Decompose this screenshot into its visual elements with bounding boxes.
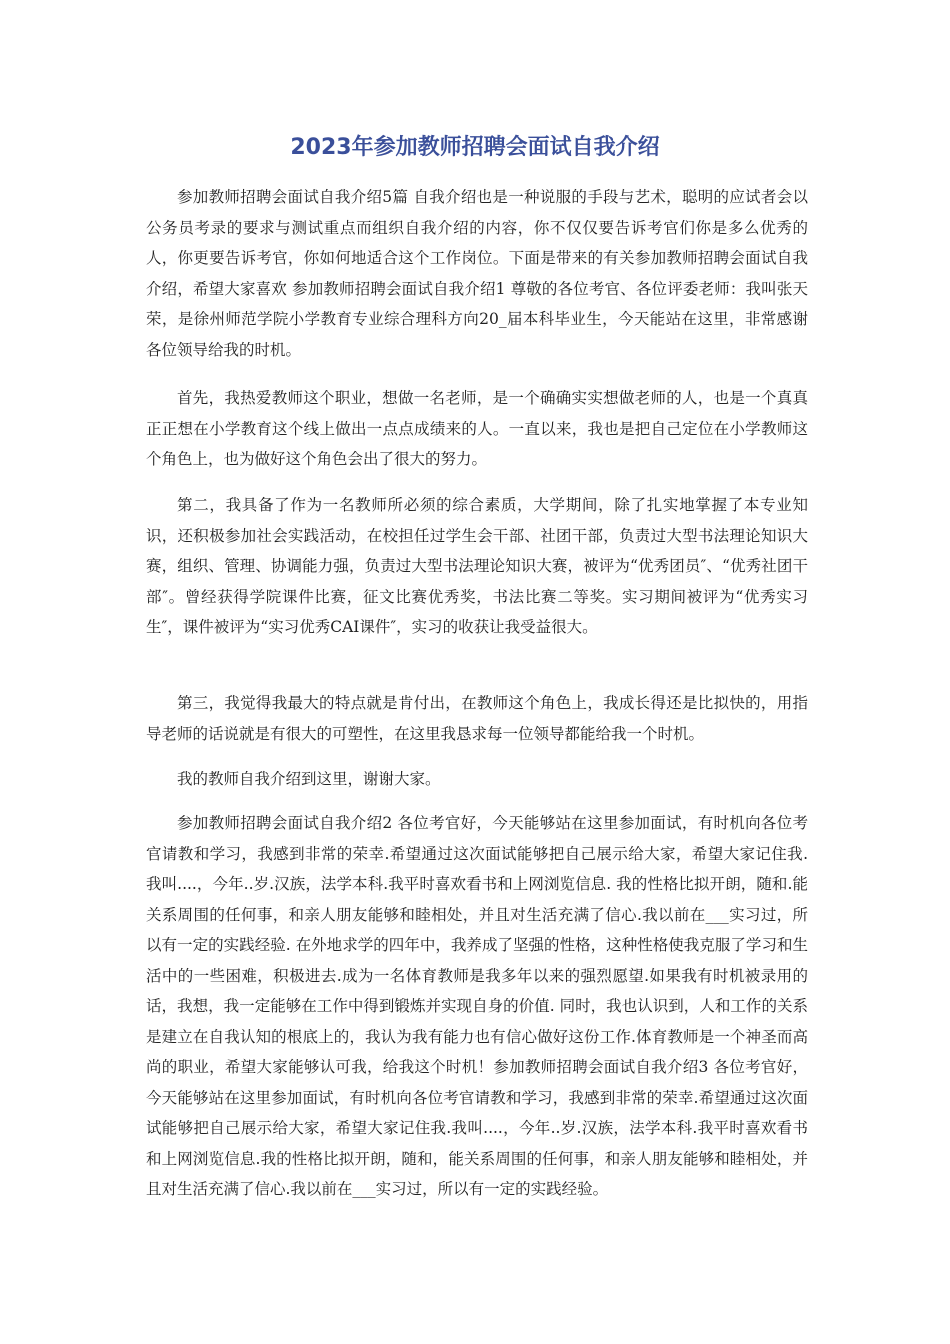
document-title: 2023年参加教师招聘会面试自我介绍 [290,135,660,160]
paragraph-closing: 我的教师自我介绍到这里，谢谢大家。 [177,770,441,788]
paragraph-intro-2-3: 参加教师招聘会面试自我介绍2 各位考官好，今天能够站在这里参加面试，有时机向各位考官请教和学习，我感到非常的荣幸.希望通过这次面试能够把自己展示给大家，希望大家记住我. 我叫....，今年..岁.汉族，法学本科.我平时喜欢看书和上网浏览信息. 我的性格比拟开朗，随和.能关系周围的任何事，和亲人朋友能够和睦相处，并且对生活充满了信心.我以前在___实习过，所以有一定的实践经验. 在外地求学的四年中，我养成了坚强的性格，这种性格使我克服了学习和生活中的一些困难，积极进去.成为一名体育教师是我多年以来的强烈愿望.如果我有时机被录用的话，我想，我一定能够在工作中得到锻炼并实现自身的价值. 同时，我也认识到，人和工作的关系是建立在自我认知的根底上的，我认为我有能力也有信心做好这份工作.体育教师是一个神圣而高尚的职业，希望大家能够认可我，给我这个时机！参加教师招聘会面试自我介绍3 各位考官好，今天能够站在这里参加面试，有时机向各位考官请教和学习，我感到非常的荣幸.希望通过这次面试能够把自己展示给大家，希望大家记住我.我叫....，今年..岁.汉族，法学本科.我平时喜欢看书和上网浏览信息.我的性格比拟开朗，随和，能关系周围的任何事，和亲人朋友能够和睦相处，并且对生活充满了信心.我以前在___实习过，所以有一定的实践经验。 [146,814,808,1198]
paragraph-intro: 参加教师招聘会面试自我介绍5篇 自我介绍也是一种说服的手段与艺术，聪明的应试者会以公务员考录的要求与测试重点而组织自我介绍的内容，你不仅仅要告诉考官们你是多么优秀的人，你更要告诉考官，你如何地适合这个工作岗位。下面是带来的有关参加教师招聘会面试自我介绍，希望大家喜欢 参加教师招聘会面试自我介绍1 尊敬的各位考官、各位评委老师：我叫张天荣，是徐州师范学院小学教育专业综合理科方向20_届本科毕业生，今天能站在这里，非常感谢各位领导给我的时机。 [146,188,808,359]
paragraph-first: 首先，我热爱教师这个职业，想做一名老师，是一个确确实实想做老师的人，也是一个真真正正想在小学教育这个线上做出一点点成绩来的人。一直以来，我也是把自己定位在小学教师这个角色上，也为做好这个角色会出了很大的努力。 [146,389,808,468]
paragraph-second: 第二，我具备了作为一名教师所必须的综合素质，大学期间，除了扎实地掌握了本专业知识，还积极参加社会实践活动，在校担任过学生会干部、社团干部，负责过大型书法理论知识大赛，组织、管理、协调能力强，负责过大型书法理论知识大赛，被评为“优秀团员″、“优秀社团干部″。曾经获得学院课件比赛，征文比赛优秀奖，书法比赛二等奖。实习期间被评为“优秀实习生″，课件被评为“实习优秀CAI课件″，实习的收获让我受益很大。 [146,496,808,636]
paragraph-third: 第三，我觉得我最大的特点就是肯付出，在教师这个角色上，我成长得还是比拟快的，用指导老师的话说就是有很大的可塑性，在这里我恳求每一位领导都能给我一个时机。 [146,694,808,743]
